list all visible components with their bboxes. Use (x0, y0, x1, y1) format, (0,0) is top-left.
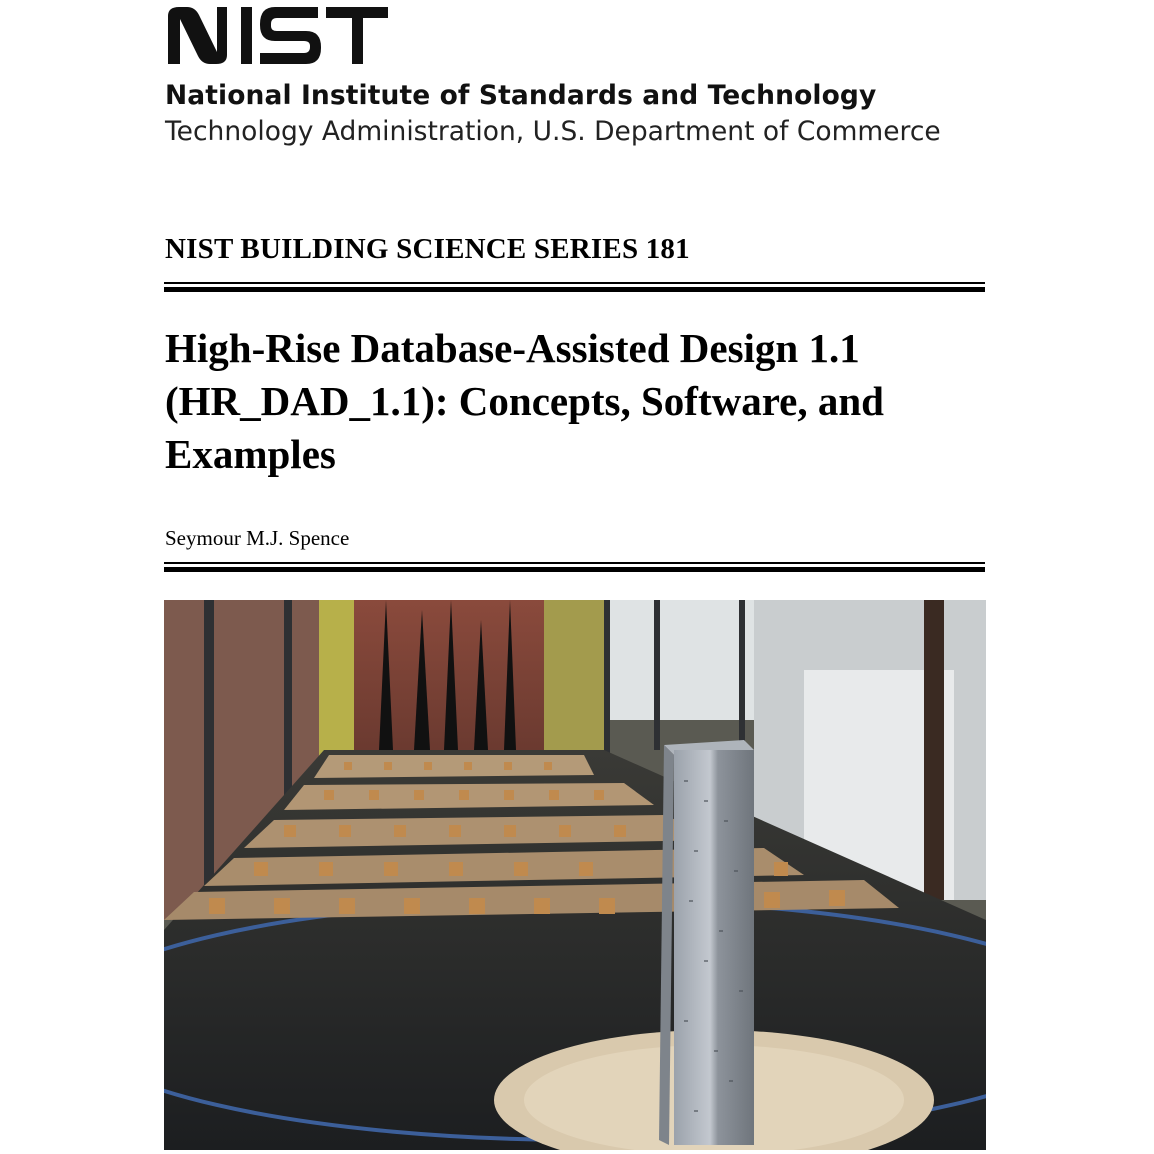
title-line: Examples (165, 431, 336, 477)
organization-name: National Institute of Standards and Technology (165, 80, 877, 111)
title-line: (HR_DAD_1.1): Concepts, Software, and (165, 378, 884, 424)
author-name: Seymour M.J. Spence (165, 526, 350, 550)
title-line: High-Rise Database-Assisted Design 1.1 (165, 325, 860, 371)
nist-logo (165, 4, 390, 66)
series-title: NIST BUILDING SCIENCE SERIES 181 (165, 233, 690, 265)
organization-subtitle: Technology Administration, U.S. Department of Commerce (165, 116, 941, 147)
divider-top (164, 282, 985, 292)
document-title (165, 322, 995, 481)
cover-photo (164, 600, 986, 1150)
divider-bottom (164, 562, 985, 572)
